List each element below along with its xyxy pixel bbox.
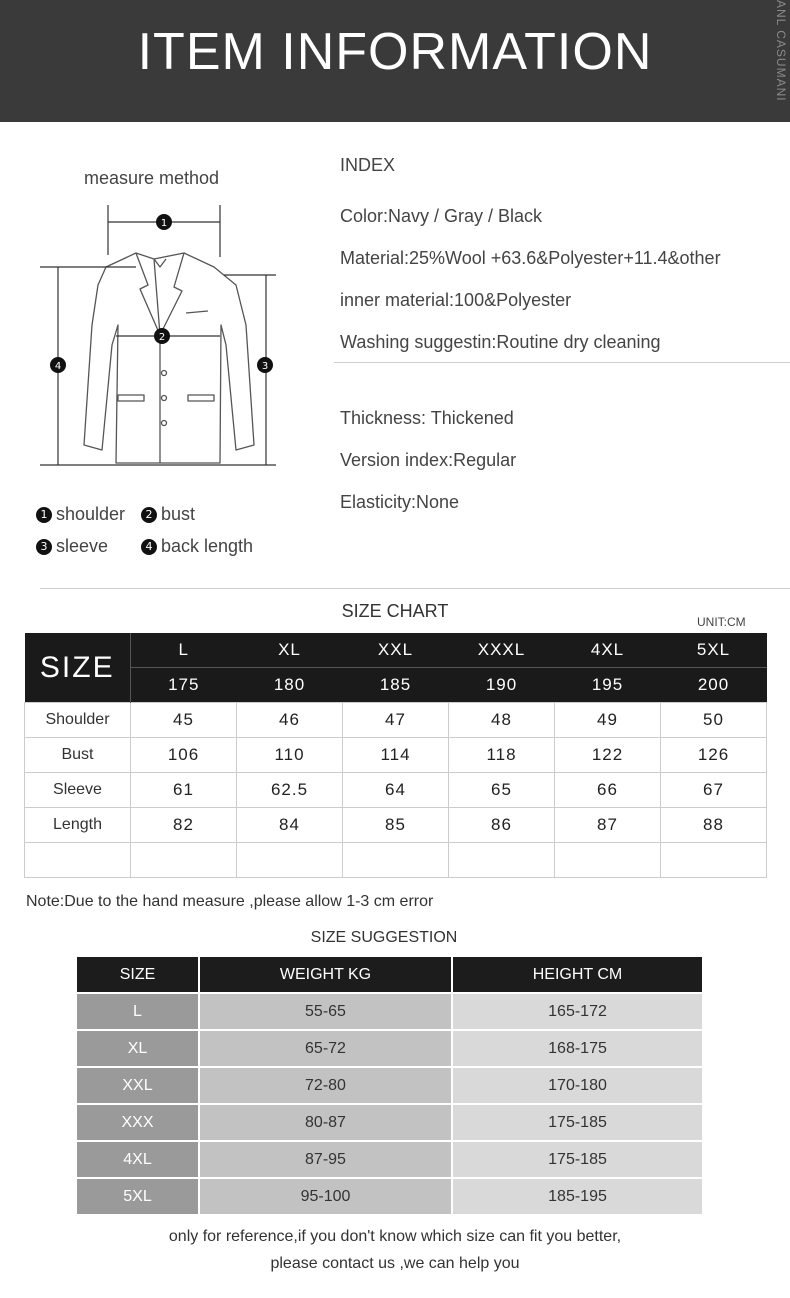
- size-label: 4XL: [555, 633, 661, 668]
- page-title: ITEM INFORMATION: [137, 23, 653, 81]
- table-cell: XXX: [76, 1104, 199, 1141]
- table-cell: 47: [343, 703, 449, 738]
- table-cell: 64: [343, 773, 449, 808]
- table-row: [76, 1141, 703, 1178]
- height-label: 200: [661, 668, 767, 703]
- table-row: [76, 1178, 703, 1215]
- size-header-row: [25, 633, 767, 668]
- table-row: [76, 993, 703, 1030]
- info-washing: Washing suggestin:Routine dry cleaning: [340, 332, 661, 352]
- info-color: Color:Navy / Gray / Black: [340, 206, 543, 226]
- table-cell: 85: [343, 808, 449, 843]
- table-cell: 5XL: [76, 1178, 199, 1215]
- table-row: [25, 773, 767, 808]
- footer-line-1: only for reference,if you don't know which size can fit you better,: [168, 1228, 622, 1245]
- table-cell: 84: [237, 808, 343, 843]
- marker-1-icon: 1: [36, 507, 52, 523]
- size-chart-title: SIZE CHART: [341, 601, 449, 621]
- info-divider: [334, 362, 790, 363]
- legend-shoulder: 1 shoulder: [36, 504, 125, 525]
- column-header: HEIGHT CM: [452, 956, 703, 993]
- brand-watermark: ANL CASUMANI: [774, 0, 788, 102]
- table-cell: 175-185: [452, 1141, 703, 1178]
- table-cell: 87-95: [199, 1141, 452, 1178]
- table-row: [25, 738, 767, 773]
- size-label: XL: [237, 633, 343, 668]
- info-material: Material:25%Wool +63.6&Polyester+11.4&other: [340, 248, 721, 268]
- table-row: [76, 1030, 703, 1067]
- table-cell: 61: [131, 773, 237, 808]
- table-cell: 65-72: [199, 1030, 452, 1067]
- size-label: XXL: [343, 633, 449, 668]
- size-heading: SIZE: [25, 633, 131, 703]
- table-cell: 55-65: [199, 993, 452, 1030]
- table-cell: 4XL: [76, 1141, 199, 1178]
- table-cell: 65: [449, 773, 555, 808]
- marker-3: 3: [261, 361, 269, 372]
- measure-note: Note:Due to the hand measure ,please allow 1-3 cm error: [26, 893, 434, 910]
- table-cell: 66: [555, 773, 661, 808]
- table-cell: 87: [555, 808, 661, 843]
- table-cell: 45: [131, 703, 237, 738]
- size-label: 5XL: [661, 633, 767, 668]
- height-label: 190: [449, 668, 555, 703]
- height-header-row: [25, 668, 767, 703]
- table-cell: XXL: [76, 1067, 199, 1104]
- table-cell: 48: [449, 703, 555, 738]
- table-cell: 165-172: [452, 993, 703, 1030]
- marker-4: 4: [54, 361, 62, 372]
- table-cell: 50: [661, 703, 767, 738]
- row-label: Bust: [25, 738, 131, 773]
- size-suggestion-title: SIZE SUGGESTION: [310, 929, 458, 946]
- table-cell: 88: [661, 808, 767, 843]
- info-elasticity: Elasticity:None: [340, 492, 460, 512]
- height-label: 185: [343, 668, 449, 703]
- size-suggestion-table: [75, 955, 704, 1216]
- table-cell: 46: [237, 703, 343, 738]
- marker-2: 2: [158, 332, 166, 343]
- measure-method-title: measure method: [84, 168, 220, 188]
- table-row: [76, 1067, 703, 1104]
- table-row-empty: [25, 843, 767, 878]
- section-divider: [40, 588, 790, 589]
- height-label: 195: [555, 668, 661, 703]
- marker-4-icon: 4: [141, 539, 157, 555]
- table-cell: 72-80: [199, 1067, 452, 1104]
- table-cell: 95-100: [199, 1178, 452, 1215]
- table-cell: 62.5: [237, 773, 343, 808]
- table-cell: 82: [131, 808, 237, 843]
- legend-back-length: 4 back length: [141, 536, 253, 557]
- column-header: WEIGHT KG: [199, 956, 452, 993]
- table-cell: 67: [661, 773, 767, 808]
- size-label: XXXL: [449, 633, 555, 668]
- table-cell: 118: [449, 738, 555, 773]
- jacket-measure-diagram: [36, 195, 286, 475]
- table-cell: 49: [555, 703, 661, 738]
- info-inner-material: inner material:100&Polyester: [340, 290, 572, 310]
- suggestion-header-row: [76, 956, 703, 993]
- table-cell: 185-195: [452, 1178, 703, 1215]
- table-cell: 170-180: [452, 1067, 703, 1104]
- marker-2-icon: 2: [141, 507, 157, 523]
- table-cell: 86: [449, 808, 555, 843]
- height-label: 180: [237, 668, 343, 703]
- table-cell: 126: [661, 738, 767, 773]
- row-label: Sleeve: [25, 773, 131, 808]
- footer-line-2: please contact us ,we can help you: [270, 1255, 520, 1272]
- table-cell: 110: [237, 738, 343, 773]
- height-label: 175: [131, 668, 237, 703]
- column-header: SIZE: [76, 956, 199, 993]
- table-cell: 122: [555, 738, 661, 773]
- table-cell: 168-175: [452, 1030, 703, 1067]
- table-cell: 80-87: [199, 1104, 452, 1141]
- info-index: INDEX: [340, 155, 396, 175]
- info-version: Version index:Regular: [340, 450, 517, 470]
- table-cell: XL: [76, 1030, 199, 1067]
- legend-bust: 2 bust: [141, 504, 195, 525]
- size-chart-unit: UNIT:CM: [697, 615, 746, 629]
- table-cell: L: [76, 993, 199, 1030]
- table-cell: 106: [131, 738, 237, 773]
- info-thickness: Thickness: Thickened: [340, 408, 514, 428]
- table-cell: 114: [343, 738, 449, 773]
- marker-1: 1: [160, 218, 168, 229]
- table-row: [76, 1104, 703, 1141]
- row-label: Length: [25, 808, 131, 843]
- row-label: Shoulder: [25, 703, 131, 738]
- table-row: [25, 703, 767, 738]
- marker-3-icon: 3: [36, 539, 52, 555]
- size-label: L: [131, 633, 237, 668]
- table-cell: 175-185: [452, 1104, 703, 1141]
- size-chart-table: [24, 633, 767, 878]
- legend-sleeve: 3 sleeve: [36, 536, 108, 557]
- table-row: [25, 808, 767, 843]
